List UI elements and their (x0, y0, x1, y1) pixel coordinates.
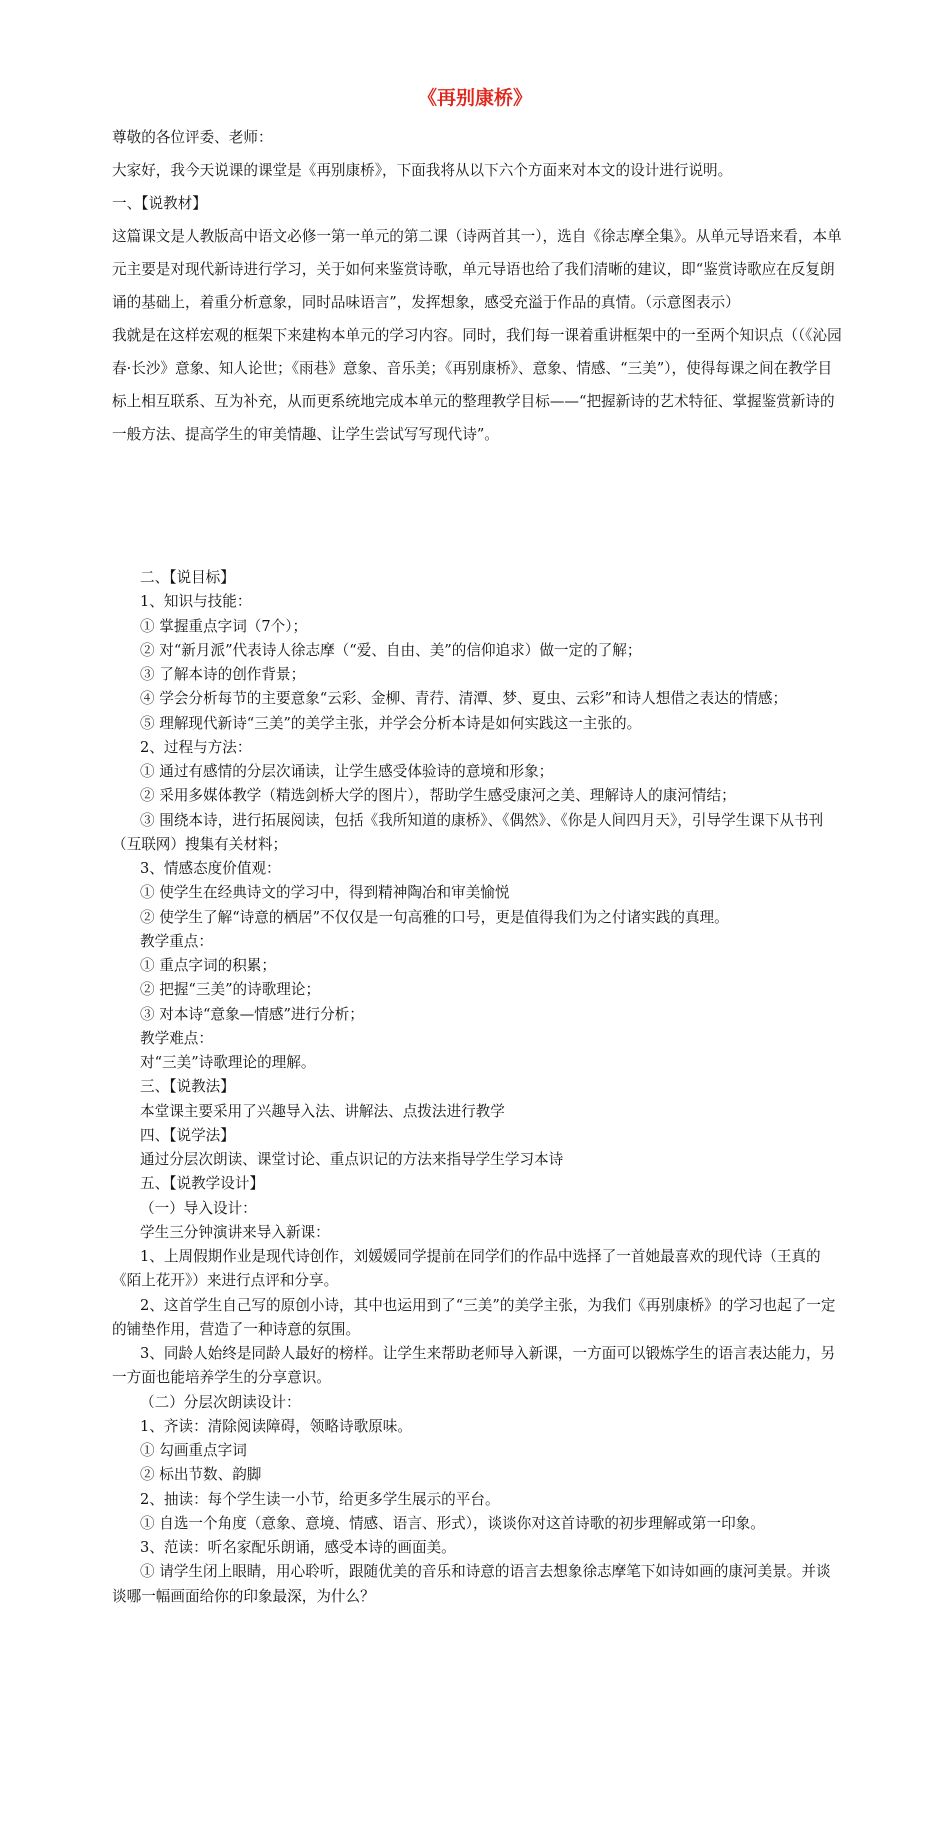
design-intro-text: 学生三分钟演讲来导入新课： (140, 1223, 330, 1241)
goal-process-item: ① 通过有感情的分层次诵读，让学生感受体验诗的意境和形象； (140, 763, 554, 780)
reading-step-item: ① 请学生闭上眼睛，用心聆听，跟随优美的音乐和诗意的语言去想象徐志摩笔下如诗如画的康河美景。并谈谈哪一幅画面给你的印象最深，为什么？ (112, 1563, 831, 1605)
goal-knowledge-item: ④ 学会分析每节的主要意象“云彩、金柳、青荇、清潭、梦、夏虫、云彩”和诗人想借之表达的情感； (140, 690, 788, 708)
section-4-heading: 四、【说学法】 (140, 1126, 235, 1144)
section-main-block (112, 566, 842, 1609)
goal-knowledge-heading: 1、知识与技能： (140, 593, 252, 611)
section-3-text: 本堂课主要采用了兴趣导入法、讲解法、点拨法进行教学 (140, 1102, 505, 1120)
greeting: 尊敬的各位评委、老师： (112, 129, 273, 146)
section-3-heading: 三、【说教法】 (140, 1078, 235, 1096)
document-title: 《再别康桥》 (417, 87, 532, 109)
design-intro-paragraph: 3、同龄人始终是同龄人最好的榜样。让学生来帮助老师导入新课，一方面可以锻炼学生的语言表达能力，另一方面也能培养学生的分享意识。 (112, 1345, 836, 1387)
goal-process-item: ② 采用多媒体教学（精选剑桥大学的图片），帮助学生感受康河之美、理解诗人的康河情结； (140, 787, 736, 805)
reading-step-item: ② 标出节数、韵脚 (140, 1466, 262, 1484)
key-points-heading: 教学重点： (140, 932, 213, 950)
goal-emotion-item: ① 使学生在经典诗文的学习中，得到精神陶冶和审美愉悦 (140, 884, 510, 902)
reading-step-item: ① 勾画重点字词 (140, 1442, 247, 1459)
reading-step: 3、范读：听名家配乐朗诵，感受本诗的画面美。 (140, 1539, 456, 1556)
difficulty-item: 对“三美”诗歌理论的理解。 (140, 1054, 316, 1071)
section-1-heading: 一、【说教材】 (112, 195, 207, 212)
section-intro-block (112, 121, 842, 451)
section-4-text: 通过分层次朗读、课堂讨论、重点识记的方法来指导学生学习本诗 (140, 1151, 564, 1168)
reading-design-heading: （二）分层次朗读设计： (140, 1393, 301, 1411)
key-point-item: ① 重点字词的积累； (140, 957, 276, 974)
design-intro-paragraph: 2、这首学生自己写的原创小诗，其中也运用到了“三美”的美学主张，为我们《再别康桥》的学习也起了一定的铺垫作用，营造了一种诗意的氛围。 (112, 1296, 836, 1338)
design-intro-paragraph: 1、上周假期作业是现代诗创作，刘媛媛同学提前在同学们的作品中选择了一首她最喜欢的现代诗（王真的《陌上花开》）来进行点评和分享。 (112, 1248, 821, 1290)
goal-knowledge-item: ① 掌握重点字词（7个）； (140, 617, 308, 635)
key-point-item: ③ 对本诗“意象—情感”进行分析； (140, 1005, 364, 1023)
section-2-heading: 二、【说目标】 (140, 569, 235, 586)
goal-emotion-item: ② 使学生了解“诗意的栖居”不仅仅是一句高雅的口号，更是值得我们为之付诸实践的真理。 (140, 908, 729, 926)
design-intro-heading: （一）导入设计： (140, 1199, 257, 1217)
goal-knowledge-item: ③ 了解本诗的创作背景； (140, 666, 306, 683)
goal-emotion-heading: 3、情感态度价值观： (140, 860, 281, 877)
goal-process-heading: 2、过程与方法： (140, 738, 252, 756)
reading-step: 2、抽读：每个学生读一小节，给更多学生展示的平台。 (140, 1490, 500, 1508)
reading-step-item: ① 自选一个角度（意象、意境、情感、语言、形式），谈谈你对这首诗歌的初步理解或第一印象。 (140, 1514, 765, 1532)
section-1-paragraph-2: 我就是在这样宏观的框架下来建构本单元的学习内容。同时，我们每一课着重讲框架中的一至两个知识点（（《沁园春·长沙》意象、知人论世；《雨巷》意象、音乐美；《再别康桥》、意象、情感、“三美”），使得每课之间在教学目标上相互联系、互为补充，从而更系统地完成本单元的整理教学目标——“把握新诗的艺术特征、掌握鉴赏新诗的一般方法、提高学生的审美情趣、让学生尝试写写现代诗”。 (112, 327, 842, 443)
section-5-heading: 五、【说教学设计】 (140, 1175, 265, 1193)
goal-process-item: ③ 围绕本诗，进行拓展阅读，包括《我所知道的康桥》、《偶然》、《你是人间四月天》，引导学生课下从书刊（互联网）搜集有关材料； (112, 811, 824, 853)
reading-step: 1、齐读：清除阅读障碍，领略诗歌原味。 (140, 1417, 412, 1435)
goal-knowledge-item: ⑤ 理解现代新诗“三美”的美学主张，并学会分析本诗是如何实践这一主张的。 (140, 714, 642, 732)
goal-knowledge-item: ② 对“新月派”代表诗人徐志摩（“爱、自由、美”的信仰追求）做一定的了解； (140, 641, 642, 659)
key-point-item: ② 把握“三美”的诗歌理论； (140, 981, 321, 999)
intro-paragraph: 大家好，我今天说课的课堂是《再别康桥》，下面我将从以下六个方面来对本文的设计进行说明。 (112, 162, 733, 179)
difficulty-heading: 教学难点： (140, 1029, 213, 1047)
section-1-paragraph-1: 这篇课文是人教版高中语文必修一第一单元的第二课（诗两首其一），选自《徐志摩全集》。从单元导语来看，本单元主要是对现代新诗进行学习，关于如何来鉴赏诗歌，单元导语也给了我们清晰的建议，即“鉴赏诗歌应在反复朗诵的基础上，着重分析意象，同时品味语言”，发挥想象，感受充溢于作品的真情。（示意图表示） (112, 228, 842, 311)
